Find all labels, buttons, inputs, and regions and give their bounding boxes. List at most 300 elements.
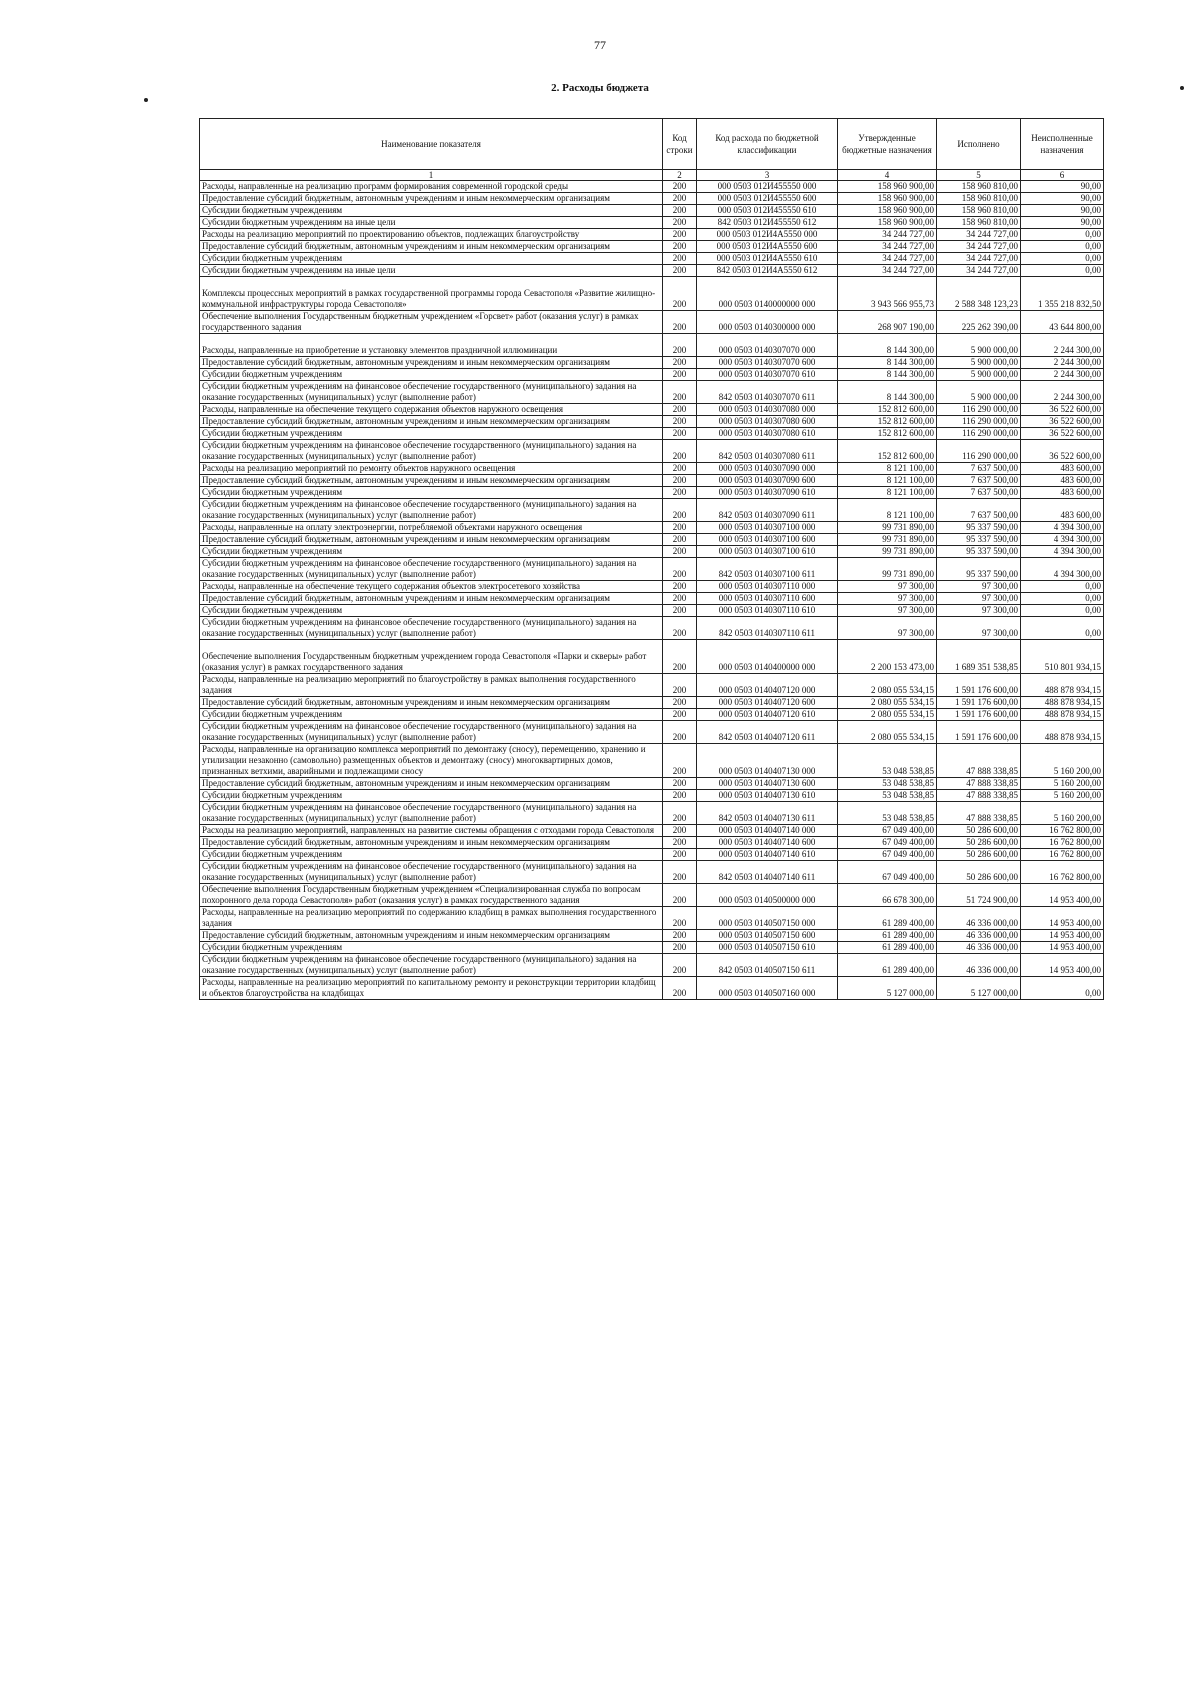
row-unexecuted: 2 244 300,00: [1021, 334, 1104, 357]
row-executed: 97 300,00: [937, 605, 1021, 617]
row-unexecuted: 0,00: [1021, 593, 1104, 605]
table-row: [200, 440, 1104, 463]
row-budget-code: 000 0503 0140507160 000: [697, 977, 838, 1000]
row-approved: 8 121 100,00: [838, 487, 937, 499]
row-approved: 8 121 100,00: [838, 463, 937, 475]
row-approved: 53 048 538,85: [838, 802, 937, 825]
row-executed: 95 337 590,00: [937, 546, 1021, 558]
row-budget-code: 000 0503 0140307090 610: [697, 487, 838, 499]
row-executed: 7 637 500,00: [937, 463, 1021, 475]
row-unexecuted: 14 953 400,00: [1021, 942, 1104, 954]
row-line-code: 200: [663, 253, 697, 265]
row-line-code: 200: [663, 930, 697, 942]
row-approved: 8 144 300,00: [838, 381, 937, 404]
row-budget-code: 000 0503 0140307110 600: [697, 593, 838, 605]
row-executed: 95 337 590,00: [937, 534, 1021, 546]
row-executed: 7 637 500,00: [937, 487, 1021, 499]
row-approved: 67 049 400,00: [838, 849, 937, 861]
row-unexecuted: 4 394 300,00: [1021, 534, 1104, 546]
row-line-code: 200: [663, 357, 697, 369]
table-row: [200, 229, 1104, 241]
row-name: Обеспечение выполнения Государственным бюджетным учреждением города Севастополя «Парки и скверы» работ (оказания услуг) в рамках государственного задания: [200, 640, 663, 674]
table-row: [200, 369, 1104, 381]
table-row: [200, 357, 1104, 369]
table-row: [200, 617, 1104, 640]
table-row: [200, 522, 1104, 534]
row-line-code: 200: [663, 837, 697, 849]
row-line-code: 200: [663, 181, 697, 193]
row-approved: 53 048 538,85: [838, 778, 937, 790]
row-budget-code: 842 0503 0140407120 611: [697, 721, 838, 744]
row-line-code: 200: [663, 778, 697, 790]
row-approved: 2 080 055 534,15: [838, 674, 937, 697]
row-name: Субсидии бюджетным учреждениям: [200, 709, 663, 721]
row-name: Субсидии бюджетным учреждениям: [200, 253, 663, 265]
table-row: [200, 605, 1104, 617]
row-unexecuted: 483 600,00: [1021, 475, 1104, 487]
row-budget-code: 000 0503 0140507150 000: [697, 907, 838, 930]
row-name: Расходы на реализацию мероприятий по ремонту объектов наружного освещения: [200, 463, 663, 475]
row-approved: 66 678 300,00: [838, 884, 937, 907]
row-line-code: 200: [663, 849, 697, 861]
row-name: Предоставление субсидий бюджетным, автономным учреждениям и иным некоммерческим организациям: [200, 357, 663, 369]
row-budget-code: 000 0503 0140407130 600: [697, 778, 838, 790]
row-name: Субсидии бюджетным учреждениям: [200, 487, 663, 499]
table-row: [200, 977, 1104, 1000]
table-row: [200, 217, 1104, 229]
row-budget-code: 000 0503 012И4А5550 610: [697, 253, 838, 265]
row-name: Предоставление субсидий бюджетным, автономным учреждениям и иным некоммерческим организациям: [200, 778, 663, 790]
table-row: [200, 825, 1104, 837]
table-row: [200, 930, 1104, 942]
table-row: [200, 954, 1104, 977]
row-budget-code: 842 0503 012И455550 612: [697, 217, 838, 229]
table-row: [200, 193, 1104, 205]
table-row: [200, 428, 1104, 440]
row-approved: 158 960 900,00: [838, 217, 937, 229]
row-line-code: 200: [663, 861, 697, 884]
row-line-code: 200: [663, 546, 697, 558]
row-approved: 99 731 890,00: [838, 522, 937, 534]
row-name: Расходы, направленные на обеспечение текущего содержания объектов электросетевого хозяйства: [200, 581, 663, 593]
scan-mark-left: [144, 98, 148, 102]
row-executed: 97 300,00: [937, 617, 1021, 640]
column-number: 3: [697, 170, 838, 181]
row-approved: 34 244 727,00: [838, 253, 937, 265]
row-budget-code: 000 0503 0140407140 600: [697, 837, 838, 849]
row-executed: 158 960 810,00: [937, 181, 1021, 193]
row-approved: 97 300,00: [838, 581, 937, 593]
row-approved: 53 048 538,85: [838, 744, 937, 778]
row-executed: 97 300,00: [937, 593, 1021, 605]
row-approved: 2 080 055 534,15: [838, 721, 937, 744]
row-executed: 158 960 810,00: [937, 205, 1021, 217]
row-name: Расходы, направленные на реализацию мероприятий по содержанию кладбищ в рамках выполнения государственного задания: [200, 907, 663, 930]
page-title: 2. Расходы бюджета: [551, 82, 649, 94]
table-row: [200, 674, 1104, 697]
row-budget-code: 842 0503 012И4А5550 612: [697, 265, 838, 277]
table-row: [200, 277, 1104, 311]
row-name: Расходы, направленные на организацию комплекса мероприятий по демонтажу (сносу), перемещению, хранению и утилизации незаконно (самовольно) размещенных объектов и демонтажу (сносу) многоквартирных домов, признанных ветхими, аварийными и подлежащими сносу: [200, 744, 663, 778]
row-line-code: 200: [663, 205, 697, 217]
row-approved: 34 244 727,00: [838, 241, 937, 253]
table-row: [200, 884, 1104, 907]
row-approved: 268 907 190,00: [838, 311, 937, 334]
row-name: Субсидии бюджетным учреждениям на финансовое обеспечение государственного (муниципального) задания на оказание государственных (муниципальных) услуг (выполнение работ): [200, 861, 663, 884]
row-line-code: 200: [663, 265, 697, 277]
table-row: [200, 581, 1104, 593]
row-line-code: 200: [663, 605, 697, 617]
row-unexecuted: 0,00: [1021, 241, 1104, 253]
table-row: [200, 861, 1104, 884]
row-budget-code: 000 0503 0140307100 000: [697, 522, 838, 534]
row-approved: 158 960 900,00: [838, 181, 937, 193]
row-unexecuted: 36 522 600,00: [1021, 416, 1104, 428]
row-name: Обеспечение выполнения Государственным бюджетным учреждением «Специализированная служба по вопросам похоронного дела города Севастополя» работ (оказания услуг) в рамках государственного задания: [200, 884, 663, 907]
row-unexecuted: 36 522 600,00: [1021, 428, 1104, 440]
row-executed: 116 290 000,00: [937, 428, 1021, 440]
row-approved: 158 960 900,00: [838, 205, 937, 217]
table-row: [200, 837, 1104, 849]
row-unexecuted: 4 394 300,00: [1021, 522, 1104, 534]
row-approved: 152 812 600,00: [838, 440, 937, 463]
row-line-code: 200: [663, 721, 697, 744]
row-name: Субсидии бюджетным учреждениям на финансовое обеспечение государственного (муниципального) задания на оказание государственных (муниципальных) услуг (выполнение работ): [200, 558, 663, 581]
row-unexecuted: 0,00: [1021, 229, 1104, 241]
row-approved: 61 289 400,00: [838, 930, 937, 942]
row-unexecuted: 0,00: [1021, 265, 1104, 277]
row-unexecuted: 0,00: [1021, 605, 1104, 617]
row-executed: 1 591 176 600,00: [937, 697, 1021, 709]
row-line-code: 200: [663, 428, 697, 440]
row-line-code: 200: [663, 534, 697, 546]
row-unexecuted: 2 244 300,00: [1021, 381, 1104, 404]
table-row: [200, 475, 1104, 487]
row-name: Предоставление субсидий бюджетным, автономным учреждениям и иным некоммерческим организациям: [200, 241, 663, 253]
row-line-code: 200: [663, 404, 697, 416]
row-executed: 34 244 727,00: [937, 253, 1021, 265]
table-body: [200, 181, 1104, 1000]
row-budget-code: 000 0503 0140407120 000: [697, 674, 838, 697]
row-unexecuted: 5 160 200,00: [1021, 778, 1104, 790]
row-name: Расходы на реализацию мероприятий по проектированию объектов, подлежащих благоустройству: [200, 229, 663, 241]
row-budget-code: 000 0503 0140307070 610: [697, 369, 838, 381]
table-row: [200, 942, 1104, 954]
row-executed: 50 286 600,00: [937, 837, 1021, 849]
row-line-code: 200: [663, 475, 697, 487]
row-unexecuted: 14 953 400,00: [1021, 930, 1104, 942]
row-name: Субсидии бюджетным учреждениям: [200, 849, 663, 861]
row-executed: 1 591 176 600,00: [937, 709, 1021, 721]
row-line-code: 200: [663, 440, 697, 463]
row-budget-code: 000 0503 0140307080 000: [697, 404, 838, 416]
row-executed: 34 244 727,00: [937, 241, 1021, 253]
row-line-code: 200: [663, 193, 697, 205]
table-header-row: [200, 119, 1104, 170]
row-budget-code: 000 0503 0140407130 610: [697, 790, 838, 802]
row-executed: 116 290 000,00: [937, 416, 1021, 428]
row-name: Субсидии бюджетным учреждениям на финансовое обеспечение государственного (муниципального) задания на оказание государственных (муниципальных) услуг (выполнение работ): [200, 802, 663, 825]
table-row: [200, 463, 1104, 475]
row-name: Субсидии бюджетным учреждениям: [200, 428, 663, 440]
row-unexecuted: 14 953 400,00: [1021, 907, 1104, 930]
page-number: 77: [594, 38, 606, 52]
row-executed: 46 336 000,00: [937, 954, 1021, 977]
row-unexecuted: 483 600,00: [1021, 463, 1104, 475]
row-executed: 158 960 810,00: [937, 217, 1021, 229]
table-row: [200, 334, 1104, 357]
row-approved: 152 812 600,00: [838, 428, 937, 440]
row-budget-code: 000 0503 0140307110 000: [697, 581, 838, 593]
row-approved: 61 289 400,00: [838, 954, 937, 977]
row-executed: 5 900 000,00: [937, 369, 1021, 381]
row-approved: 5 127 000,00: [838, 977, 937, 1000]
row-unexecuted: 90,00: [1021, 193, 1104, 205]
row-approved: 67 049 400,00: [838, 837, 937, 849]
row-approved: 8 144 300,00: [838, 334, 937, 357]
row-line-code: 200: [663, 674, 697, 697]
table-row: [200, 546, 1104, 558]
table-row: [200, 181, 1104, 193]
table-row: [200, 534, 1104, 546]
table-row: [200, 790, 1104, 802]
row-name: Предоставление субсидий бюджетным, автономным учреждениям и иным некоммерческим организациям: [200, 193, 663, 205]
row-approved: 61 289 400,00: [838, 942, 937, 954]
row-unexecuted: 14 953 400,00: [1021, 954, 1104, 977]
row-unexecuted: 2 244 300,00: [1021, 357, 1104, 369]
row-line-code: 200: [663, 709, 697, 721]
row-unexecuted: 90,00: [1021, 205, 1104, 217]
row-executed: 34 244 727,00: [937, 265, 1021, 277]
row-approved: 97 300,00: [838, 617, 937, 640]
row-line-code: 200: [663, 697, 697, 709]
row-unexecuted: 16 762 800,00: [1021, 837, 1104, 849]
row-budget-code: 000 0503 0140307070 000: [697, 334, 838, 357]
row-name: Субсидии бюджетным учреждениям: [200, 546, 663, 558]
row-executed: 225 262 390,00: [937, 311, 1021, 334]
row-approved: 3 943 566 955,73: [838, 277, 937, 311]
table-row: [200, 721, 1104, 744]
row-unexecuted: 36 522 600,00: [1021, 440, 1104, 463]
row-budget-code: 000 0503 0140000000 000: [697, 277, 838, 311]
row-name: Субсидии бюджетным учреждениям на иные цели: [200, 265, 663, 277]
row-approved: 97 300,00: [838, 593, 937, 605]
row-name: Субсидии бюджетным учреждениям: [200, 369, 663, 381]
row-budget-code: 842 0503 0140307080 611: [697, 440, 838, 463]
row-budget-code: 000 0503 0140307100 610: [697, 546, 838, 558]
row-budget-code: 000 0503 012И455550 610: [697, 205, 838, 217]
row-unexecuted: 90,00: [1021, 217, 1104, 229]
row-executed: 97 300,00: [937, 581, 1021, 593]
row-name: Предоставление субсидий бюджетным, автономным учреждениям и иным некоммерческим организациям: [200, 475, 663, 487]
row-name: Расходы, направленные на реализацию программ формирования современной городской среды: [200, 181, 663, 193]
table-row: [200, 640, 1104, 674]
row-approved: 8 121 100,00: [838, 475, 937, 487]
row-approved: 99 731 890,00: [838, 558, 937, 581]
row-approved: 67 049 400,00: [838, 861, 937, 884]
column-number: 5: [937, 170, 1021, 181]
row-budget-code: 000 0503 012И455550 600: [697, 193, 838, 205]
table-row: [200, 907, 1104, 930]
row-unexecuted: 90,00: [1021, 181, 1104, 193]
row-executed: 34 244 727,00: [937, 229, 1021, 241]
row-executed: 95 337 590,00: [937, 558, 1021, 581]
row-executed: 1 591 176 600,00: [937, 721, 1021, 744]
row-line-code: 200: [663, 884, 697, 907]
row-unexecuted: 36 522 600,00: [1021, 404, 1104, 416]
column-number: 1: [200, 170, 663, 181]
row-budget-code: 842 0503 0140507150 611: [697, 954, 838, 977]
row-approved: 152 812 600,00: [838, 416, 937, 428]
row-executed: 116 290 000,00: [937, 404, 1021, 416]
row-executed: 51 724 900,00: [937, 884, 1021, 907]
row-approved: 67 049 400,00: [838, 825, 937, 837]
table-row: [200, 381, 1104, 404]
row-line-code: 200: [663, 744, 697, 778]
table-row: [200, 416, 1104, 428]
column-number: 6: [1021, 170, 1104, 181]
row-unexecuted: 488 878 934,15: [1021, 709, 1104, 721]
table-column-numbers-row: [200, 170, 1104, 181]
row-unexecuted: 510 801 934,15: [1021, 640, 1104, 674]
row-name: Расходы, направленные на реализацию мероприятий по капитальному ремонту и реконструкции территории кладбищ и объектов благоустройства на кладбищах: [200, 977, 663, 1000]
row-unexecuted: 5 160 200,00: [1021, 744, 1104, 778]
row-unexecuted: 4 394 300,00: [1021, 558, 1104, 581]
row-name: Субсидии бюджетным учреждениям: [200, 205, 663, 217]
table-row: [200, 697, 1104, 709]
row-name: Предоставление субсидий бюджетным, автономным учреждениям и иным некоммерческим организациям: [200, 593, 663, 605]
row-unexecuted: 43 644 800,00: [1021, 311, 1104, 334]
row-name: Предоставление субсидий бюджетным, автономным учреждениям и иным некоммерческим организациям: [200, 416, 663, 428]
row-name: Субсидии бюджетным учреждениям на иные цели: [200, 217, 663, 229]
row-budget-code: 000 0503 0140407130 000: [697, 744, 838, 778]
header-name: Наименование показателя: [200, 119, 663, 170]
row-approved: 97 300,00: [838, 605, 937, 617]
row-line-code: 200: [663, 229, 697, 241]
row-budget-code: 842 0503 0140307090 611: [697, 499, 838, 522]
row-unexecuted: 488 878 934,15: [1021, 697, 1104, 709]
row-line-code: 200: [663, 558, 697, 581]
row-name: Расходы, направленные на приобретение и установку элементов праздничной иллюминации: [200, 334, 663, 357]
table-row: [200, 802, 1104, 825]
row-name: Расходы на реализацию мероприятий, направленных на развитие системы обращения с отходами города Севастополя: [200, 825, 663, 837]
row-line-code: 200: [663, 487, 697, 499]
row-budget-code: 000 0503 0140400000 000: [697, 640, 838, 674]
row-executed: 5 900 000,00: [937, 334, 1021, 357]
column-number: 4: [838, 170, 937, 181]
header-code-line: Код строки: [663, 119, 697, 170]
row-name: Субсидии бюджетным учреждениям на финансовое обеспечение государственного (муниципального) задания на оказание государственных (муниципальных) услуг (выполнение работ): [200, 440, 663, 463]
row-line-code: 200: [663, 463, 697, 475]
row-executed: 116 290 000,00: [937, 440, 1021, 463]
row-executed: 1 591 176 600,00: [937, 674, 1021, 697]
row-name: Расходы, направленные на реализацию мероприятий по благоустройству в рамках выполнения государственного задания: [200, 674, 663, 697]
row-executed: 47 888 338,85: [937, 790, 1021, 802]
row-executed: 95 337 590,00: [937, 522, 1021, 534]
row-unexecuted: 0,00: [1021, 253, 1104, 265]
row-approved: 8 144 300,00: [838, 357, 937, 369]
row-unexecuted: 488 878 934,15: [1021, 674, 1104, 697]
table-row: [200, 311, 1104, 334]
row-name: Предоставление субсидий бюджетным, автономным учреждениям и иным некоммерческим организациям: [200, 534, 663, 546]
row-approved: 61 289 400,00: [838, 907, 937, 930]
row-approved: 2 200 153 473,00: [838, 640, 937, 674]
row-unexecuted: 483 600,00: [1021, 499, 1104, 522]
row-executed: 5 900 000,00: [937, 381, 1021, 404]
row-budget-code: 000 0503 0140507150 600: [697, 930, 838, 942]
budget-expenses-table: [199, 118, 1104, 1000]
row-name: Расходы, направленные на обеспечение текущего содержания объектов наружного освещения: [200, 404, 663, 416]
row-executed: 47 888 338,85: [937, 778, 1021, 790]
row-budget-code: 000 0503 0140307100 600: [697, 534, 838, 546]
row-budget-code: 000 0503 0140407120 600: [697, 697, 838, 709]
row-line-code: 200: [663, 522, 697, 534]
row-unexecuted: 16 762 800,00: [1021, 825, 1104, 837]
row-approved: 2 080 055 534,15: [838, 697, 937, 709]
header-approved: Утвержденные бюджетные назначения: [838, 119, 937, 170]
row-name: Субсидии бюджетным учреждениям на финансовое обеспечение государственного (муниципального) задания на оказание государственных (муниципальных) услуг (выполнение работ): [200, 381, 663, 404]
row-name: Субсидии бюджетным учреждениям: [200, 942, 663, 954]
row-budget-code: 000 0503 012И4А5550 600: [697, 241, 838, 253]
row-budget-code: 842 0503 0140407140 611: [697, 861, 838, 884]
row-unexecuted: 5 160 200,00: [1021, 790, 1104, 802]
row-unexecuted: 0,00: [1021, 581, 1104, 593]
row-line-code: 200: [663, 790, 697, 802]
row-line-code: 200: [663, 277, 697, 311]
table-row: [200, 778, 1104, 790]
row-name: Комплексы процессных мероприятий в рамках государственной программы города Севастополя «Развитие жилищно-коммунальной инфраструктуры города Севастополя»: [200, 277, 663, 311]
row-line-code: 200: [663, 311, 697, 334]
row-line-code: 200: [663, 581, 697, 593]
row-budget-code: 000 0503 0140307070 600: [697, 357, 838, 369]
row-budget-code: 000 0503 0140307090 600: [697, 475, 838, 487]
row-unexecuted: 4 394 300,00: [1021, 546, 1104, 558]
row-budget-code: 000 0503 0140507150 610: [697, 942, 838, 954]
row-budget-code: 842 0503 0140307100 611: [697, 558, 838, 581]
row-name: Субсидии бюджетным учреждениям на финансовое обеспечение государственного (муниципального) задания на оказание государственных (муниципальных) услуг (выполнение работ): [200, 721, 663, 744]
row-budget-code: 000 0503 0140500000 000: [697, 884, 838, 907]
row-line-code: 200: [663, 499, 697, 522]
row-approved: 34 244 727,00: [838, 265, 937, 277]
row-budget-code: 842 0503 0140307110 611: [697, 617, 838, 640]
row-line-code: 200: [663, 954, 697, 977]
row-approved: 34 244 727,00: [838, 229, 937, 241]
row-executed: 46 336 000,00: [937, 907, 1021, 930]
row-budget-code: 000 0503 0140307110 610: [697, 605, 838, 617]
row-unexecuted: 1 355 218 832,50: [1021, 277, 1104, 311]
row-line-code: 200: [663, 334, 697, 357]
row-executed: 47 888 338,85: [937, 802, 1021, 825]
row-budget-code: 000 0503 0140407140 610: [697, 849, 838, 861]
row-line-code: 200: [663, 416, 697, 428]
row-unexecuted: 14 953 400,00: [1021, 884, 1104, 907]
table-row: [200, 241, 1104, 253]
table-row: [200, 593, 1104, 605]
row-name: Субсидии бюджетным учреждениям на финансовое обеспечение государственного (муниципального) задания на оказание государственных (муниципальных) услуг (выполнение работ): [200, 954, 663, 977]
table-row: [200, 404, 1104, 416]
row-budget-code: 000 0503 0140307090 000: [697, 463, 838, 475]
row-approved: 2 080 055 534,15: [838, 709, 937, 721]
row-unexecuted: 16 762 800,00: [1021, 861, 1104, 884]
table-row: [200, 499, 1104, 522]
row-line-code: 200: [663, 977, 697, 1000]
row-budget-code: 000 0503 0140307080 610: [697, 428, 838, 440]
row-approved: 99 731 890,00: [838, 546, 937, 558]
row-unexecuted: 0,00: [1021, 617, 1104, 640]
row-line-code: 200: [663, 241, 697, 253]
column-number: 2: [663, 170, 697, 181]
row-line-code: 200: [663, 942, 697, 954]
